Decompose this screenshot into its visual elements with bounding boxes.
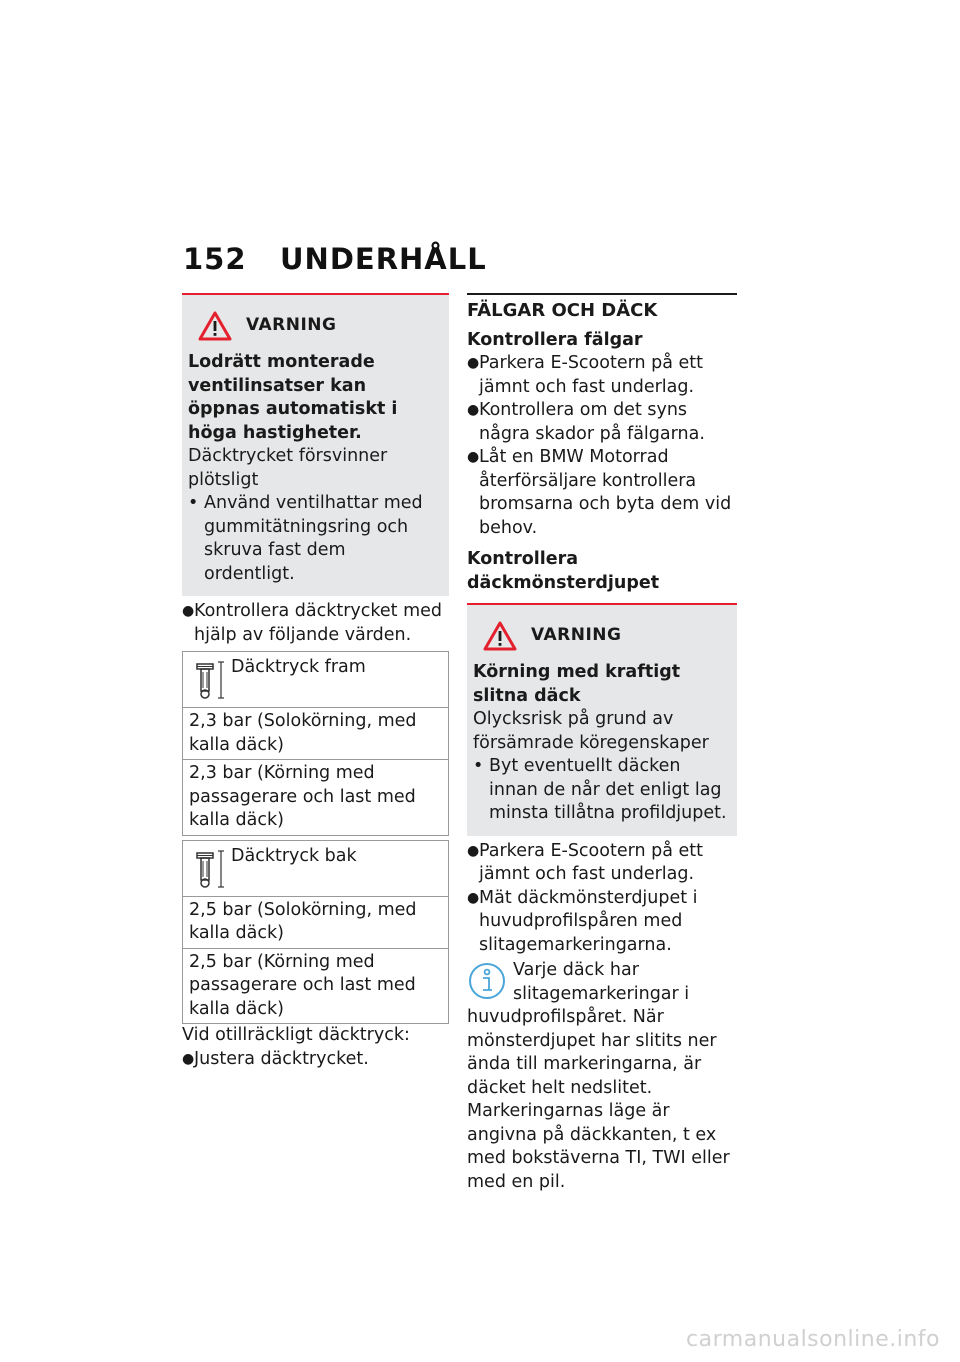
tire-pressure-gauge-icon (183, 841, 231, 896)
table-row: 2,5 bar (Körning med passagerare och last med kalla däck) (189, 951, 416, 1019)
list-item: ● Parkera E-Scootern på ett jämnt och fast underlag. (467, 353, 704, 397)
warning-item: • Byt eventuellt däcken innan de når det enligt lag minsta tillåtna profildjupet. (473, 755, 729, 826)
bullet-adjust: ● Justera däcktrycket. (182, 1048, 449, 1072)
table-row: 2,5 bar (Solokörning, med kalla däck) (183, 897, 448, 949)
warning-item-text: Använd ventilhattar med gummitätningsring och skruva fast dem ordentligt. (204, 493, 423, 584)
warning-bold-text: Lodrätt monterade ventilinsatser kan öppnas automatiskt i höga hastigheter. (188, 352, 398, 443)
table-row: 2,3 bar (Solokörning, med kalla däck) (183, 708, 448, 760)
page-number: 152 (183, 242, 247, 276)
pressure-table-head (183, 841, 448, 897)
warning-item: • Använd ventilhattar med gummitätningsring och skruva fast dem ordentligt. (188, 492, 441, 586)
info-text: Varje däck har slitagemarkeringar i huvudprofilspåret. När mönsterdjupet har slitits ner ända till markeringarna, är däcket helt nedslitet. Markeringarnas läge är angivna på däckkanten, t ex med bokstäverna TI, TWI eller med en pil. (467, 960, 730, 1192)
page-title: UNDERHÅLL (280, 242, 487, 276)
list-item: ● Mät däckmönsterdjupet i huvudprofilspåren med slitagemarkeringarna. (467, 887, 698, 955)
left-column (182, 293, 449, 1071)
bullet-text: Justera däcktrycket. (194, 1048, 369, 1069)
warning-bold-text: Körning med kraftigt slitna däck (473, 662, 681, 706)
bullet-check-pressure: ● Kontrollera däcktrycket med hjälp av följande värden. (182, 600, 449, 647)
right-column (467, 293, 737, 1194)
section-title: FÄLGAR OCH DÄCK (467, 293, 737, 323)
warning-text: Däcktrycket försvinner plötsligt (188, 446, 388, 490)
warning-title: VARNING (246, 315, 337, 336)
warning-triangle-icon (483, 621, 517, 651)
warning-header (483, 621, 729, 651)
warning-text: Olycksrisk på grund av försämrade köregenskaper (473, 709, 709, 753)
page-header (183, 242, 487, 276)
warning-item-text: Byt eventuellt däcken innan de når det enligt lag minsta tillåtna profildjupet. (489, 756, 727, 823)
list-item: ● Parkera E-Scootern på ett jämnt och fast underlag. (467, 840, 704, 884)
info-icon (467, 961, 507, 1001)
warning-header (198, 311, 441, 341)
info-note (467, 959, 737, 1194)
table-label-front: Däcktryck fram (231, 657, 366, 677)
pressure-table-front (182, 651, 449, 836)
rims-title: Kontrollera fälgar (467, 329, 643, 350)
tread-title: Kontrollera däckmönsterdjupet (467, 549, 660, 593)
warning-title: VARNING (531, 625, 622, 646)
table-label-rear: Däcktryck bak (231, 845, 357, 866)
table-row: 2,3 bar (Körning med passagerare och last med kalla däck) (189, 763, 416, 830)
tire-pressure-gauge-icon (183, 652, 231, 707)
bullet-text: Kontrollera däcktrycket med hjälp av följande värden. (194, 601, 442, 645)
watermark: carmanualsonline.info (686, 1327, 940, 1352)
warning-box-valve (182, 293, 449, 596)
low-pressure-text: Vid otillräckligt däcktryck: (182, 1025, 410, 1045)
warning-box-tread (467, 603, 737, 836)
list-item: ● Låt en BMW Motorrad återförsäljare kontrollera bromsarna och byta dem vid behov. (467, 447, 732, 538)
warning-triangle-icon (198, 311, 232, 341)
list-item: ● Kontrollera om det syns några skador på fälgarna. (467, 400, 705, 444)
pressure-table-head (183, 652, 448, 708)
pressure-table-rear (182, 840, 449, 1025)
